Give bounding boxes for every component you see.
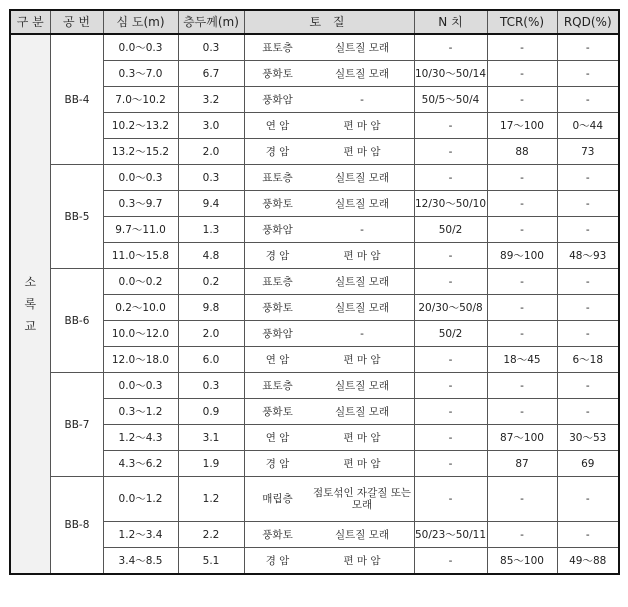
soil-type: 연 암 — [265, 119, 290, 132]
tcr-cell: - — [487, 34, 557, 61]
thickness-cell: 2.0 — [178, 321, 244, 347]
soil-cell — [244, 243, 414, 269]
depth-cell: 0.3～1.2 — [103, 399, 178, 425]
n-value-cell: - — [414, 373, 487, 399]
soil-type: 풍화토 — [262, 197, 293, 210]
soil-description: 실트질 모래 — [334, 528, 390, 541]
soil-cell — [244, 399, 414, 425]
rqd-cell: - — [557, 295, 619, 321]
soil-type: 표토층 — [262, 41, 293, 54]
table-row — [10, 34, 619, 61]
borehole-id: BB-5 — [50, 165, 103, 269]
thickness-cell: 0.3 — [178, 34, 244, 61]
soil-cell — [244, 139, 414, 165]
depth-cell: 0.0～0.2 — [103, 269, 178, 295]
n-value-cell: 12/30～50/10 — [414, 191, 487, 217]
soil-type: 풍화토 — [262, 528, 293, 541]
n-value-cell: - — [414, 113, 487, 139]
header-row — [10, 10, 619, 34]
soil-type: 풍화암 — [262, 327, 293, 340]
soil-type: 경 암 — [265, 457, 290, 470]
soil-cell — [244, 113, 414, 139]
tcr-cell: 87 — [487, 451, 557, 477]
borehole-table — [9, 9, 620, 575]
rqd-cell: - — [557, 217, 619, 243]
n-value-cell: - — [414, 399, 487, 425]
soil-type: 표토층 — [262, 275, 293, 288]
soil-cell — [244, 217, 414, 243]
tcr-cell: - — [487, 165, 557, 191]
n-value-cell: - — [414, 548, 487, 575]
soil-description: - — [360, 223, 364, 236]
rqd-cell: 49～88 — [557, 548, 619, 575]
n-value-cell: 50/2 — [414, 321, 487, 347]
thickness-cell: 1.9 — [178, 451, 244, 477]
thickness-cell: 1.3 — [178, 217, 244, 243]
n-value-cell: 50/23～50/11 — [414, 522, 487, 548]
borehole-id: BB-8 — [50, 477, 103, 575]
section-char: 소 — [24, 275, 37, 289]
soil-description: - — [360, 327, 364, 340]
tcr-cell: - — [487, 477, 557, 522]
table-row — [10, 165, 619, 191]
n-value-cell: 50/5～50/4 — [414, 87, 487, 113]
soil-description: 편 마 암 — [343, 353, 381, 366]
soil-type: 풍화암 — [262, 223, 293, 236]
soil-type: 경 암 — [265, 554, 290, 567]
thickness-cell: 0.3 — [178, 165, 244, 191]
rqd-cell: - — [557, 34, 619, 61]
soil-type: 매립층 — [262, 493, 293, 505]
soil-type: 풍화토 — [262, 405, 293, 418]
header-rqd: RQD(%) — [557, 10, 619, 34]
soil-cell — [244, 477, 414, 522]
soil-description: - — [360, 93, 364, 106]
depth-cell: 13.2～15.2 — [103, 139, 178, 165]
section-char: 록 — [24, 297, 37, 311]
table-row — [10, 373, 619, 399]
rqd-cell: - — [557, 373, 619, 399]
rqd-cell: - — [557, 87, 619, 113]
n-value-cell: 50/2 — [414, 217, 487, 243]
soil-description: 실트질 모래 — [334, 197, 390, 210]
soil-type: 경 암 — [265, 145, 290, 158]
thickness-cell: 1.2 — [178, 477, 244, 522]
soil-type: 풍화토 — [262, 301, 293, 314]
soil-description: 편 마 암 — [343, 431, 381, 444]
rqd-cell: - — [557, 522, 619, 548]
header-soil: 토 질 — [244, 10, 414, 34]
soil-cell — [244, 522, 414, 548]
depth-cell: 3.4～8.5 — [103, 548, 178, 575]
soil-cell — [244, 295, 414, 321]
depth-cell: 7.0～10.2 — [103, 87, 178, 113]
n-value-cell: - — [414, 477, 487, 522]
borehole-id: BB-6 — [50, 269, 103, 373]
rqd-cell: 48～93 — [557, 243, 619, 269]
soil-description: 편 마 암 — [343, 457, 381, 470]
thickness-cell: 4.8 — [178, 243, 244, 269]
n-value-cell: - — [414, 243, 487, 269]
thickness-cell: 6.0 — [178, 347, 244, 373]
thickness-cell: 3.2 — [178, 87, 244, 113]
header-hole: 공 번 — [50, 10, 103, 34]
tcr-cell: - — [487, 399, 557, 425]
rqd-cell: 0～44 — [557, 113, 619, 139]
n-value-cell: - — [414, 165, 487, 191]
tcr-cell: - — [487, 295, 557, 321]
depth-cell: 11.0～15.8 — [103, 243, 178, 269]
header-tcr: TCR(%) — [487, 10, 557, 34]
thickness-cell: 2.2 — [178, 522, 244, 548]
table-row — [10, 477, 619, 522]
table-row — [10, 269, 619, 295]
depth-cell: 12.0～18.0 — [103, 347, 178, 373]
soil-type: 표토층 — [262, 171, 293, 184]
borehole-id: BB-7 — [50, 373, 103, 477]
soil-type: 연 암 — [265, 353, 290, 366]
soil-cell — [244, 321, 414, 347]
soil-description: 실트질 모래 — [334, 301, 390, 314]
rqd-cell: 6～18 — [557, 347, 619, 373]
borehole-id: BB-4 — [50, 34, 103, 165]
thickness-cell: 9.8 — [178, 295, 244, 321]
soil-cell — [244, 269, 414, 295]
soil-cell — [244, 347, 414, 373]
soil-description: 실트질 모래 — [334, 379, 390, 392]
thickness-cell: 0.9 — [178, 399, 244, 425]
depth-cell: 10.2～13.2 — [103, 113, 178, 139]
soil-cell — [244, 373, 414, 399]
rqd-cell: 69 — [557, 451, 619, 477]
soil-description: 실트질 모래 — [334, 171, 390, 184]
thickness-cell: 0.3 — [178, 373, 244, 399]
depth-cell: 0.2～10.0 — [103, 295, 178, 321]
n-value-cell: 20/30～50/8 — [414, 295, 487, 321]
rqd-cell: 30～53 — [557, 425, 619, 451]
rqd-cell: - — [557, 477, 619, 522]
soil-cell — [244, 451, 414, 477]
n-value-cell: - — [414, 451, 487, 477]
tcr-cell: 17～100 — [487, 113, 557, 139]
soil-cell — [244, 548, 414, 575]
depth-cell: 0.0～0.3 — [103, 165, 178, 191]
soil-description: 편 마 암 — [343, 145, 381, 158]
header-thickness: 층두께(m) — [178, 10, 244, 34]
n-value-cell: - — [414, 347, 487, 373]
tcr-cell: 87～100 — [487, 425, 557, 451]
n-value-cell: - — [414, 139, 487, 165]
soil-description: 편 마 암 — [343, 554, 381, 567]
tcr-cell: 89～100 — [487, 243, 557, 269]
depth-cell: 0.3～7.0 — [103, 61, 178, 87]
soil-description: 실트질 모래 — [334, 405, 390, 418]
tcr-cell: - — [487, 87, 557, 113]
thickness-cell: 3.1 — [178, 425, 244, 451]
soil-cell — [244, 34, 414, 61]
tcr-cell: 18～45 — [487, 347, 557, 373]
soil-description: 점토섞인 자갈질 또는 모래 — [313, 487, 411, 511]
soil-cell — [244, 87, 414, 113]
n-value-cell: 10/30～50/14 — [414, 61, 487, 87]
header-n-value: N 치 — [414, 10, 487, 34]
thickness-cell: 2.0 — [178, 139, 244, 165]
tcr-cell: - — [487, 61, 557, 87]
soil-description: 편 마 암 — [343, 249, 381, 262]
depth-cell: 0.0～0.3 — [103, 373, 178, 399]
depth-cell: 0.0～0.3 — [103, 34, 178, 61]
thickness-cell: 0.2 — [178, 269, 244, 295]
table-body — [10, 34, 619, 574]
n-value-cell: - — [414, 269, 487, 295]
depth-cell: 4.3～6.2 — [103, 451, 178, 477]
soil-type: 풍화암 — [262, 93, 293, 106]
n-value-cell: - — [414, 425, 487, 451]
soil-cell — [244, 425, 414, 451]
tcr-cell: - — [487, 321, 557, 347]
thickness-cell: 6.7 — [178, 61, 244, 87]
rqd-cell: - — [557, 321, 619, 347]
thickness-cell: 5.1 — [178, 548, 244, 575]
soil-type: 표토층 — [262, 379, 293, 392]
soil-type: 연 암 — [265, 431, 290, 444]
depth-cell: 10.0～12.0 — [103, 321, 178, 347]
soil-description: 편 마 암 — [343, 119, 381, 132]
rqd-cell: 73 — [557, 139, 619, 165]
tcr-cell: - — [487, 373, 557, 399]
thickness-cell: 9.4 — [178, 191, 244, 217]
header-depth: 심 도(m) — [103, 10, 178, 34]
header-gubun: 구 분 — [10, 10, 50, 34]
tcr-cell: 88 — [487, 139, 557, 165]
soil-cell — [244, 191, 414, 217]
soil-type: 풍화토 — [262, 67, 293, 80]
thickness-cell: 3.0 — [178, 113, 244, 139]
tcr-cell: 85～100 — [487, 548, 557, 575]
depth-cell: 0.3～9.7 — [103, 191, 178, 217]
rqd-cell: - — [557, 269, 619, 295]
rqd-cell: - — [557, 61, 619, 87]
depth-cell: 0.0～1.2 — [103, 477, 178, 522]
tcr-cell: - — [487, 217, 557, 243]
tcr-cell: - — [487, 522, 557, 548]
soil-description: 실트질 모래 — [334, 67, 390, 80]
section-char: 교 — [24, 319, 37, 333]
depth-cell: 9.7～11.0 — [103, 217, 178, 243]
tcr-cell: - — [487, 191, 557, 217]
rqd-cell: - — [557, 165, 619, 191]
soil-type: 경 암 — [265, 249, 290, 262]
soil-description: 실트질 모래 — [334, 275, 390, 288]
tcr-cell: - — [487, 269, 557, 295]
section-cell — [10, 34, 50, 574]
rqd-cell: - — [557, 191, 619, 217]
soil-description: 실트질 모래 — [334, 41, 390, 54]
soil-cell — [244, 61, 414, 87]
depth-cell: 1.2～4.3 — [103, 425, 178, 451]
soil-cell — [244, 165, 414, 191]
n-value-cell: - — [414, 34, 487, 61]
depth-cell: 1.2～3.4 — [103, 522, 178, 548]
rqd-cell: - — [557, 399, 619, 425]
